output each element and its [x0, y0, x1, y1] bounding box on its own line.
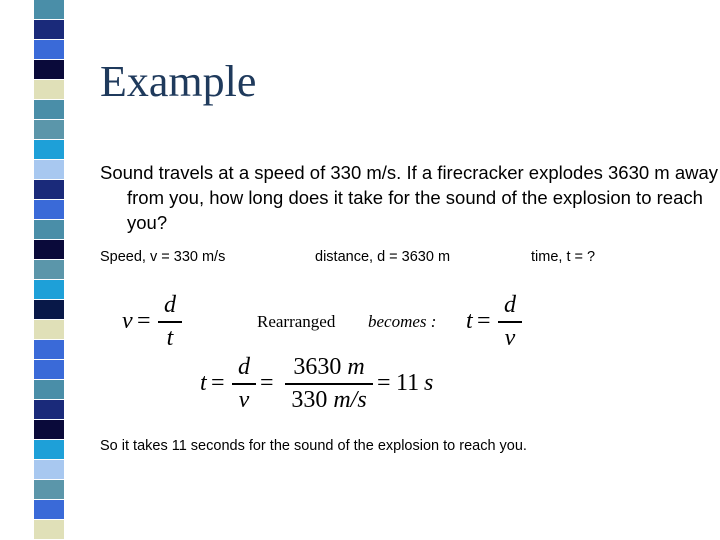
eq2-lhs: t	[200, 370, 207, 396]
stripe-segment	[34, 440, 64, 459]
eq2-fraction-symbolic	[232, 354, 256, 414]
stripe-segment	[34, 60, 64, 79]
stripe-segment	[34, 120, 64, 139]
given-speed: Speed, v = 330 m/s	[100, 249, 226, 265]
eq1-denominator: t	[166, 324, 174, 351]
eq2-equals3: =	[377, 370, 391, 396]
stripe-segment	[34, 460, 64, 479]
conclusion-text: So it takes 11 seconds for the sound of the explosion to reach you.	[100, 438, 527, 454]
rearranged-label: Rearranged	[257, 312, 336, 331]
stripe-segment	[34, 220, 64, 239]
eq1b-denominator: v	[504, 324, 516, 351]
stripe-segment	[34, 300, 64, 319]
eq2-denominator-numeric: 330 m/s	[291, 386, 367, 413]
given-distance: distance, d = 3630 m	[315, 249, 451, 265]
stripe-segment	[34, 160, 64, 179]
stripe-segment	[34, 20, 64, 39]
problem-statement: Sound travels at a speed of 330 m/s. If a firecracker explodes 3630 m away from you, how long does it take for the sound of the explosion to reach you?	[100, 162, 719, 233]
stripe-segment	[34, 320, 64, 339]
eq1-lhs: v	[122, 308, 133, 334]
stripe-segment	[34, 240, 64, 259]
stripe-segment	[34, 0, 64, 19]
eq2-fraction-numeric	[285, 354, 373, 414]
eq1b-lhs: t	[466, 308, 473, 334]
eq2-numerator-numeric: 3630 m	[293, 354, 365, 380]
stripe-segment	[34, 520, 64, 539]
stripe-segment	[34, 280, 64, 299]
stripe-segment	[34, 380, 64, 399]
stripe-segment	[34, 360, 64, 379]
stripe-segment	[34, 180, 64, 199]
fraction-bar	[158, 321, 182, 323]
eq1b-equals: =	[477, 308, 491, 334]
eq1-numerator: d	[164, 292, 176, 318]
stripe-segment	[34, 480, 64, 499]
stripe-segment	[34, 420, 64, 439]
eq2-denominator1: v	[238, 386, 250, 413]
eq1-equals: =	[137, 308, 151, 334]
stripe-segment	[34, 400, 64, 419]
fraction-bar	[232, 383, 256, 385]
eq2-equals2: =	[260, 370, 274, 396]
eq2-numerator1: d	[238, 354, 250, 380]
stripe-segment	[34, 140, 64, 159]
eq2-result-unit: s	[424, 370, 434, 396]
stripe-segment	[34, 200, 64, 219]
eq1b-fraction	[498, 292, 522, 352]
slide-title: Example	[100, 57, 257, 106]
eq2-result: 11	[396, 370, 420, 396]
becomes-label: becomes :	[368, 312, 437, 331]
given-time: time, t = ?	[531, 249, 596, 265]
eq2-equals1: =	[211, 370, 225, 396]
decorative-stripe	[0, 0, 64, 540]
eq1-fraction	[158, 292, 182, 352]
stripe-segment	[34, 40, 64, 59]
stripe-segment	[34, 260, 64, 279]
stripe-segment	[34, 340, 64, 359]
eq1b-numerator: d	[504, 292, 516, 318]
fraction-bar	[285, 383, 373, 385]
stripe-segment	[34, 100, 64, 119]
fraction-bar	[498, 321, 522, 323]
stripe-segment	[34, 80, 64, 99]
stripe-segment	[34, 500, 64, 519]
